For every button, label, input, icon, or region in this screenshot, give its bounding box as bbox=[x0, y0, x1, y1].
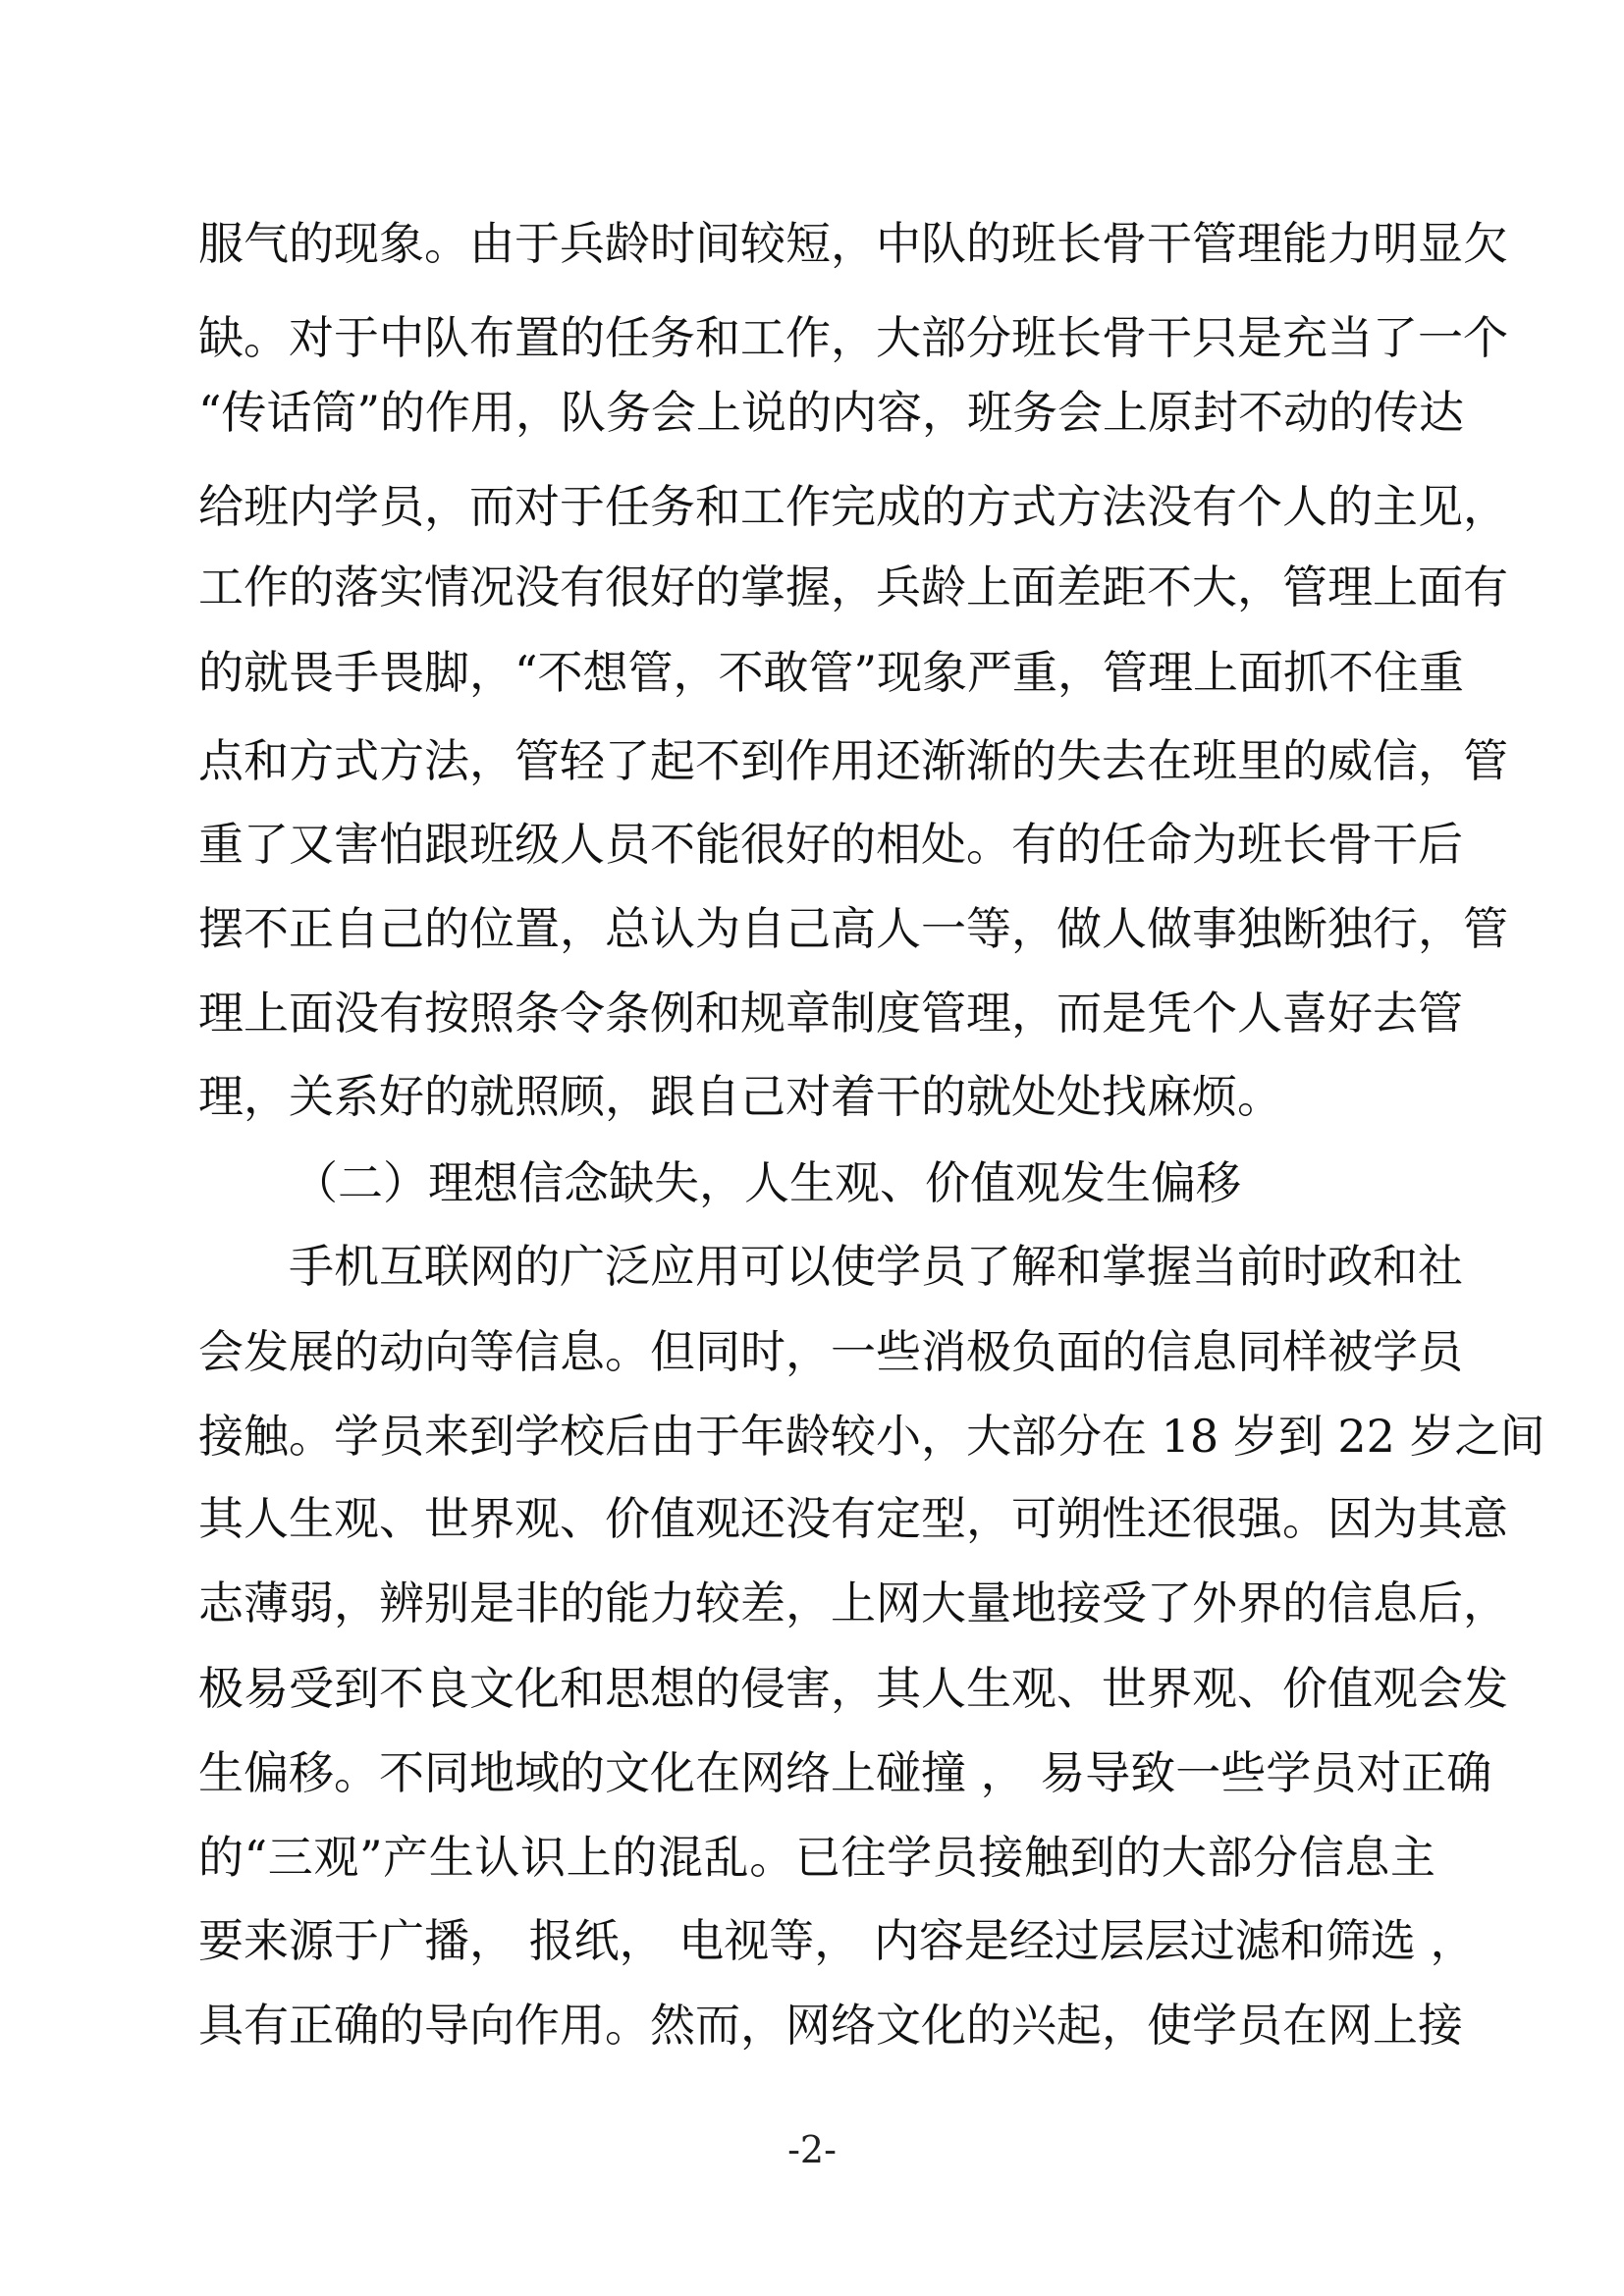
paragraph-line: 会发展的动向等信息。但同时，一些消极负面的信息同样被学员 bbox=[198, 1325, 1463, 1378]
section-heading: （二）理想信念缺失，人生观、价值观发生偏移 bbox=[293, 1156, 1241, 1209]
paragraph-line: 手机互联网的广泛应用可以使学员了解和掌握当前时政和社 bbox=[289, 1240, 1463, 1293]
paragraph-line: “传话筒”的作用，队务会上说的内容，班务会上原封不动的传达 bbox=[198, 386, 1465, 439]
paragraph-line: 服气的现象。由于兵龄时间较短，中队的班长骨干管理能力明显欠 bbox=[198, 217, 1508, 270]
paragraph-line: 重了又害怕跟班级人员不能很好的相处。有的任命为班长骨干后 bbox=[198, 818, 1463, 871]
paragraph-line: 摆不正自己的位置，总认为自己高人一等，做人做事独断独行，管 bbox=[198, 902, 1508, 955]
paragraph-line: 极易受到不良文化和思想的侵害，其人生观、世界观、价值观会发 bbox=[198, 1662, 1508, 1715]
paragraph-line: 理，关系好的就照顾，跟自己对着干的就处处找麻烦。 bbox=[198, 1070, 1282, 1123]
paragraph-line: 志薄弱，辨别是非的能力较差，上网大量地接受了外界的信息后， bbox=[198, 1576, 1508, 1629]
paragraph-line: 要来源于广播， 报纸， 电视等， 内容是经过层层过滤和筛选 ， bbox=[198, 1914, 1476, 1967]
paragraph-line: 点和方式方法，管轻了起不到作用还渐渐的失去在班里的威信，管 bbox=[198, 734, 1508, 787]
paragraph-line: 接触。学员来到学校后由于年龄较小，大部分在 18 岁到 22 岁之间 bbox=[198, 1410, 1545, 1463]
paragraph-line: 缺。对于中队布置的任务和工作，大部分班长骨干只是充当了一个 bbox=[198, 311, 1508, 364]
paragraph-line: 的“三观”产生认识上的混乱。已往学员接触到的大部分信息主 bbox=[198, 1831, 1435, 1884]
paragraph-line: 其人生观、世界观、价值观还没有定型，可朔性还很强。因为其意 bbox=[198, 1492, 1508, 1545]
paragraph-line: 理上面没有按照条令条例和规章制度管理，而是凭个人喜好去管 bbox=[198, 987, 1463, 1040]
paragraph-line: 生偏移。不同地域的文化在网络上碰撞 ， 易导致一些学员对正确 bbox=[198, 1746, 1492, 1799]
paragraph-line: 的就畏手畏脚，“不想管，不敢管”现象严重，管理上面抓不住重 bbox=[198, 646, 1465, 699]
page-number: -2- bbox=[787, 2128, 837, 2171]
paragraph-line: 具有正确的导向作用。然而，网络文化的兴起，使学员在网上接 bbox=[198, 1999, 1463, 2052]
paragraph-line: 工作的落实情况没有很好的掌握，兵龄上面差距不大，管理上面有 bbox=[198, 561, 1508, 614]
paragraph-line: 给班内学员，而对于任务和工作完成的方式方法没有个人的主见， bbox=[198, 480, 1508, 533]
